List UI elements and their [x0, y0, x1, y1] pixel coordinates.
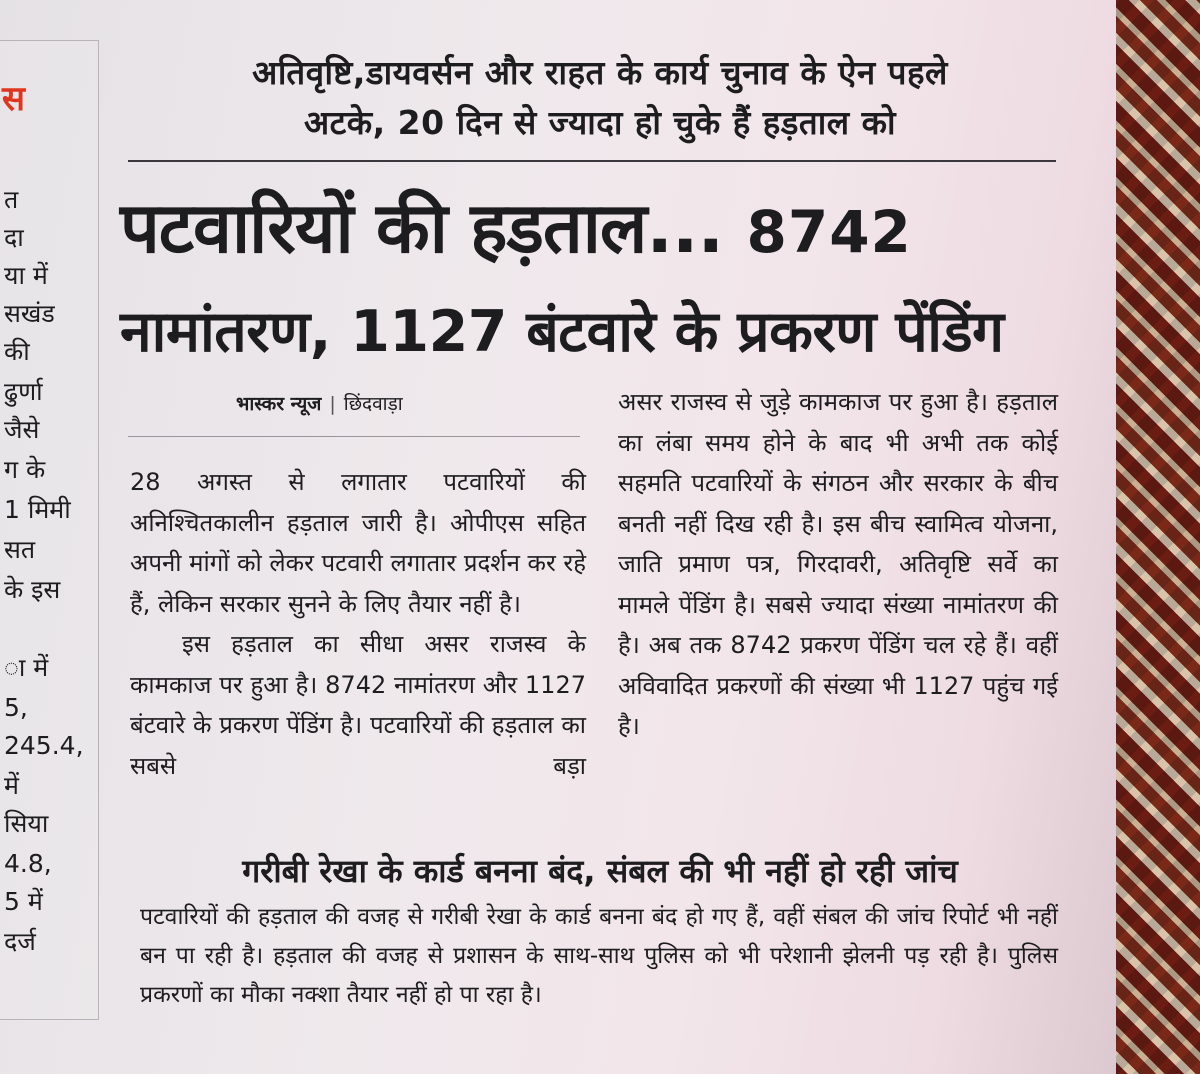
- adjacent-fragment: ग के: [4, 455, 46, 484]
- kicker-line: अतिवृष्टि,डायवर्सन और राहत के कार्य चुनाव के ऐन पहले: [252, 53, 948, 92]
- adjacent-fragment: सत: [4, 535, 36, 564]
- adjacent-fragment: 5 में: [4, 887, 43, 916]
- article-paragraph: पटवारियों की हड़ताल की वजह से गरीबी रेखा के कार्ड बनना बंद हो गए हैं, वहीं संबल की जांच रिपोर्ट भी नहीं बन पा रही है। हड़ताल की वजह से प्रशासन के साथ-साथ पुलिस को भी परेशानी झेलनी पड़ रही है। पुलिस प्रकरणों का मौका नक्शा तैयार नहीं हो पा रहा है।: [140, 904, 1058, 1008]
- adjacent-fragment: सिया: [4, 809, 49, 838]
- byline-source: भास्कर न्यूज: [236, 393, 322, 415]
- kicker-line: अटके, 20 दिन से ज्यादा हो चुके हैं हड़ताल को: [303, 103, 897, 142]
- headline-kicker: [140, 48, 1060, 148]
- adjacent-fragment: या में: [4, 261, 48, 290]
- byline-city: छिंदवाड़ा: [343, 393, 403, 415]
- article-column-1: [130, 462, 586, 786]
- headline-number: 8742: [746, 198, 912, 266]
- adjacent-fragment: सखंड: [4, 299, 55, 328]
- adjacent-article-column: [0, 40, 99, 1020]
- byline: [236, 390, 403, 416]
- main-headline-line-2: नामांतरण, 1127 बंटवारे के प्रकरण पेंडिंग: [120, 299, 1004, 365]
- adjacent-fragment: 1 मिमी: [4, 495, 71, 524]
- adjacent-fragment: की: [4, 337, 30, 366]
- adjacent-fragment: त: [4, 185, 19, 214]
- adjacent-fragment: दर्ज: [4, 927, 36, 956]
- adjacent-fragment: में: [4, 771, 19, 800]
- main-headline-line-1: [120, 188, 912, 272]
- subheading-body: [140, 898, 1058, 1015]
- byline-divider: [128, 436, 580, 437]
- adjacent-fragment: जैसे: [4, 415, 40, 444]
- adjacent-fragment: 4.8,: [4, 849, 52, 878]
- adjacent-fragment: ढुर्णा: [4, 377, 43, 406]
- headline-text: पटवारियों की हड़ताल...: [120, 187, 724, 269]
- adjacent-article-red-letter: स: [2, 79, 25, 119]
- adjacent-fragment: 245.4,: [4, 731, 84, 760]
- adjacent-fragment: 5,: [4, 693, 28, 722]
- adjacent-fragment: दा: [4, 223, 24, 252]
- cropped-bottom-text: [240, 1048, 1000, 1074]
- article-column-2: [618, 382, 1058, 747]
- adjacent-fragment: ा में: [4, 653, 49, 682]
- article-paragraph: असर राजस्व से जुड़े कामकाज पर हुआ है। हड़ताल का लंबा समय होने के बाद भी अभी तक कोई सहमति पटवारियों के संगठन और सरकार के बीच बनती नहीं दिख रही है। इस बीच स्वामित्व योजना, जाति प्रमाण पत्र, गिरदावरी, अतिवृष्टि सर्वे का मामले पेंडिंग है। सबसे ज्यादा संख्या नामांतरण की है। अब तक 8742 प्रकरण पेंडिंग चल रहे हैं। वहीं अविवादित प्रकरणों की संख्या भी 1127 पहुंच गई है।: [618, 388, 1058, 740]
- kicker-divider: [128, 160, 1056, 162]
- subheading: गरीबी रेखा के कार्ड बनना बंद, संबल की भी नहीं हो रही जांच: [242, 852, 958, 890]
- byline-separator: |: [329, 393, 336, 415]
- fabric-background: [1108, 0, 1200, 1074]
- article-paragraph: 28 अगस्त से लगातार पटवारियों की अनिश्चितकालीन हड़ताल जारी है। ओपीएस सहित अपनी मांगों को लेकर पटवारी लगातार प्रदर्शन कर रहे हैं, लेकिन सरकार सुनने के लिए तैयार नहीं है।: [130, 468, 586, 618]
- adjacent-fragment: के इस: [4, 575, 61, 604]
- cropped-top-text: [60, 0, 1000, 18]
- article-paragraph: इस हड़ताल का सीधा असर राजस्व के कामकाज पर हुआ है। 8742 नामांतरण और 1127 बंटवारे के प्रकरण पेंडिंग है। पटवारियों की हड़ताल का सबसे बड़ा: [130, 630, 586, 780]
